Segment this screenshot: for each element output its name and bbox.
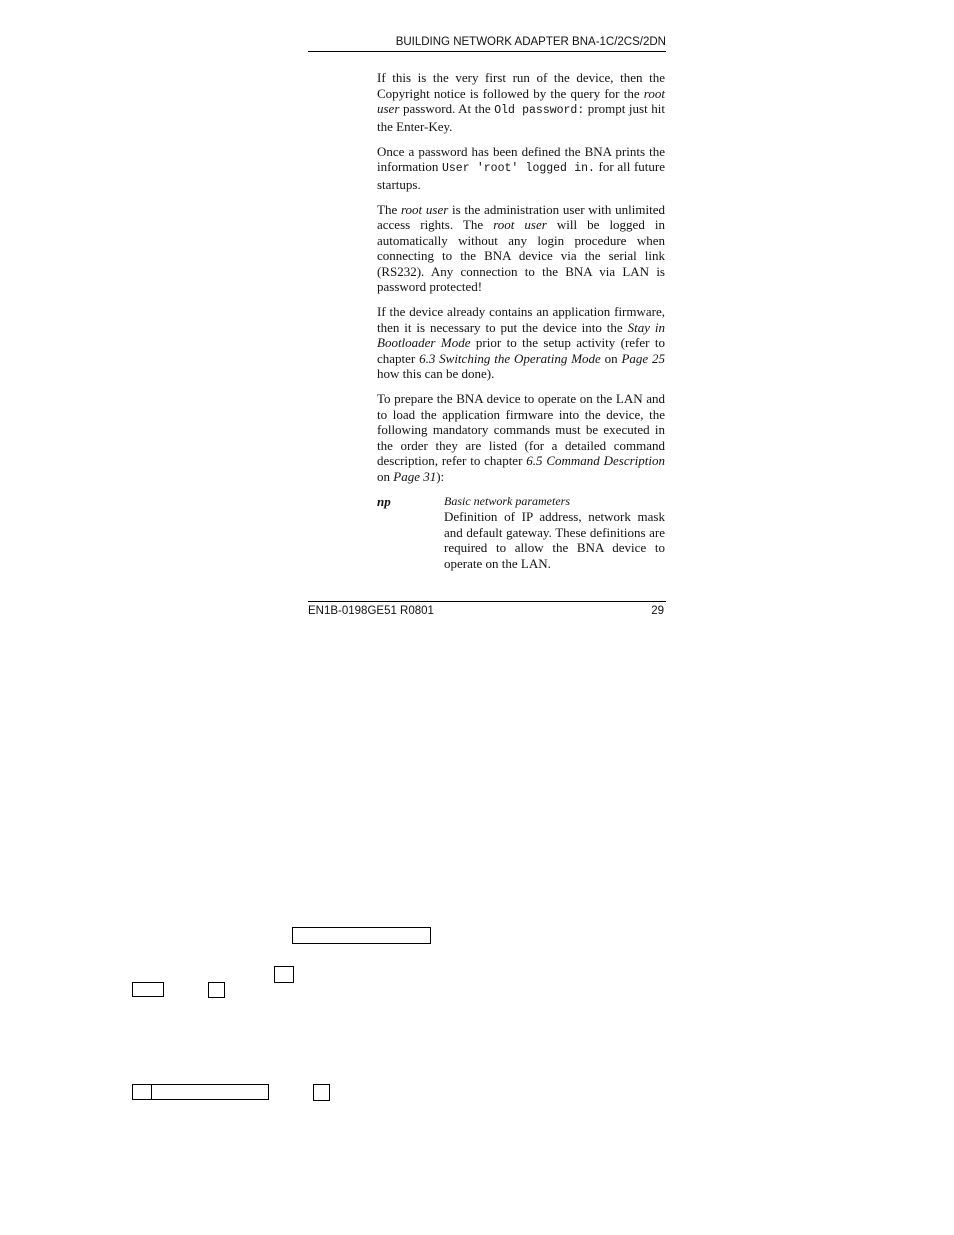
page-number: 29 [651,605,664,617]
text: will be logged in automatically without any login procedure when connecting to the BNA device via the serial link (RS232). Any connection to the BNA via LAN is password protected! [377,217,665,294]
term-bootloader-mode: Stay in Bootloader Mode [377,319,666,350]
text: ): [436,468,445,484]
definition-title: Basic network parameters [444,493,570,508]
empty-field-box [274,966,294,983]
chapter-reference[interactable]: 6.3 Switching the Operating Mode [419,350,601,366]
empty-field-box [132,1084,152,1100]
term-root-user: root user [400,201,449,217]
paragraph-bootloader [377,304,665,382]
empty-field-box [292,927,431,944]
term-root-user: root user [493,217,547,232]
chapter-reference[interactable]: 6.5 Command Description [526,453,665,468]
text: on [600,350,622,366]
paragraph-password-defined [377,144,665,193]
text: password. At the [399,101,495,116]
text: for all future startups. [377,159,665,192]
definition-text: Definition of IP address, network mask and default gateway. These definitions are required to allow the BNA device to operate on the LAN. [444,509,665,571]
page-body [377,70,665,571]
empty-field-box [132,982,164,997]
term-root-user: root user [377,85,665,116]
definition-term: np [377,493,391,509]
text: prompt just hit the Enter-Key. [377,101,665,134]
text: prior to the setup activity (refer to chapter [377,335,665,366]
paragraph-first-run [377,70,665,134]
running-header: BUILDING NETWORK ADAPTER BNA-1C/2CS/2DN [308,35,666,52]
paragraph-root-user [377,202,665,295]
code-logged-in: User 'root' logged in. [442,162,595,175]
empty-field-box [151,1084,269,1100]
text: If the device already contains an application firmware, then it is necessary to put the device into the [377,304,665,335]
text: on [377,468,394,484]
code-old-password: Old password: [494,104,585,117]
text: To prepare the BNA device to operate on the LAN and to load the application firmware into the device, the following mandatory commands must be executed in the order they are listed (for a detailed command description, refer to chapter [377,391,665,468]
definition-np [377,494,665,572]
text: The [377,201,401,217]
definition-body [444,494,665,572]
document-id: EN1B-0198GE51 R0801 [308,605,434,617]
empty-field-box [208,982,225,998]
text: Once a password has been defined the BNA prints the information [377,143,665,174]
text: is the administration user with unlimited access rights. The [377,201,665,232]
empty-field-box [313,1084,330,1101]
text: how this can be done). [377,366,495,381]
running-footer [308,601,666,618]
paragraph-prepare [377,391,665,484]
page-reference[interactable]: Page 31 [393,468,437,484]
page-reference[interactable]: Page 25 [621,350,665,366]
text: If this is the very first run of the device, then the Copyright notice is followed by the query for the [377,70,665,101]
